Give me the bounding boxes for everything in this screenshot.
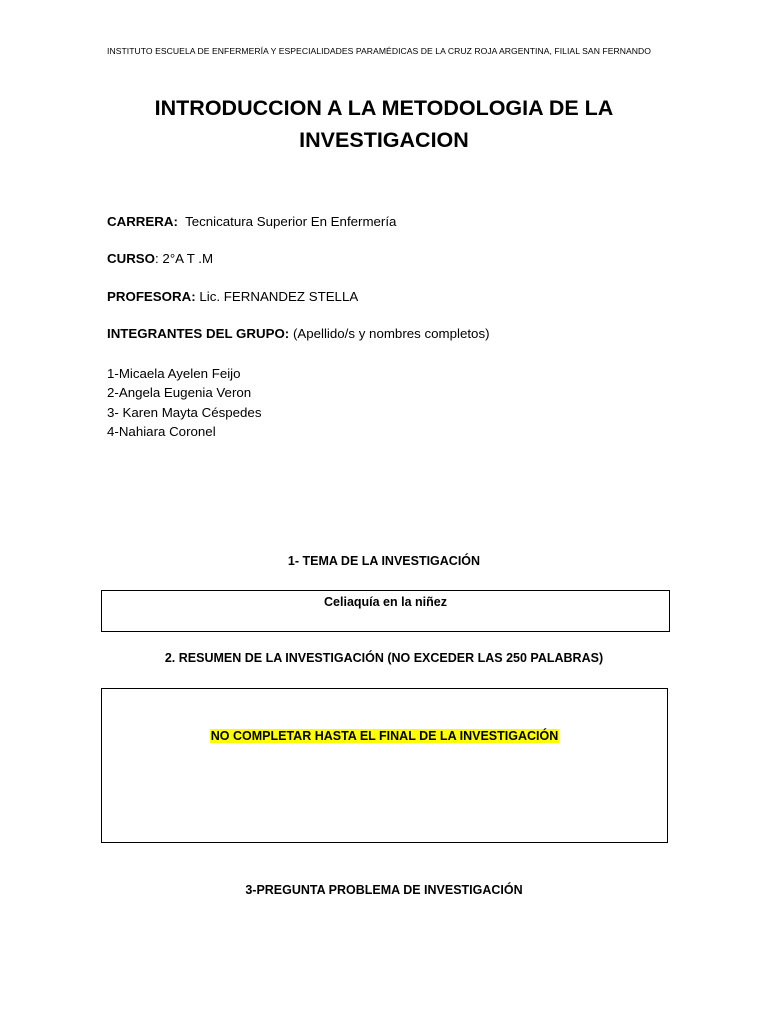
section-tema-heading: 1- TEMA DE LA INVESTIGACIÓN (287, 554, 481, 568)
field-carrera-value: Tecnicatura Superior En Enfermería (185, 214, 397, 229)
tema-box (101, 590, 670, 632)
field-curso-value: : 2°A T .M (155, 251, 214, 266)
section-resumen-heading: 2. RESUMEN DE LA INVESTIGACIÓN (NO EXCEDER LAS 250 PALABRAS) (164, 651, 604, 665)
field-profesora-label: PROFESORA: (107, 289, 196, 304)
resumen-box (101, 688, 668, 843)
member-item: 1-Micaela Ayelen Feijo (107, 366, 241, 381)
member-item: 3- Karen Mayta Céspedes (107, 404, 262, 420)
field-integrantes-value: (Apellido/s y nombres completos) (292, 326, 490, 341)
resumen-placeholder-wrap (102, 689, 667, 743)
members-list (107, 364, 261, 441)
field-carrera (107, 214, 396, 229)
document-title (0, 92, 768, 156)
title-line-1: INTRODUCCION A LA METODOLOGIA DE LA (154, 96, 614, 120)
field-profesora-value: Lic. FERNANDEZ STELLA (199, 289, 359, 304)
tema-content: Celiaquía en la niñez (324, 595, 447, 609)
field-profesora (107, 289, 358, 304)
section-pregunta-heading: 3-PREGUNTA PROBLEMA DE INVESTIGACIÓN (245, 883, 523, 897)
member-item: 2-Angela Eugenia Veron (107, 385, 252, 401)
field-curso-label: CURSO (107, 251, 156, 266)
field-integrantes (107, 326, 490, 341)
field-integrantes-label: INTEGRANTES DEL GRUPO: (107, 326, 290, 341)
field-curso (107, 251, 213, 266)
resumen-placeholder-note: NO COMPLETAR HASTA EL FINAL DE LA INVESTIGACIÓN (210, 729, 559, 743)
institution-header: INSTITUTO ESCUELA DE ENFERMERÍA Y ESPECIALIDADES PARAMÉDICAS DE LA CRUZ ROJA ARGENTINA, FILIAL SAN FERNANDO (107, 46, 652, 56)
member-item: 4-Nahiara Coronel (107, 423, 216, 439)
title-line-2: INVESTIGACION (299, 128, 469, 152)
field-carrera-label: CARRERA: (107, 214, 178, 229)
